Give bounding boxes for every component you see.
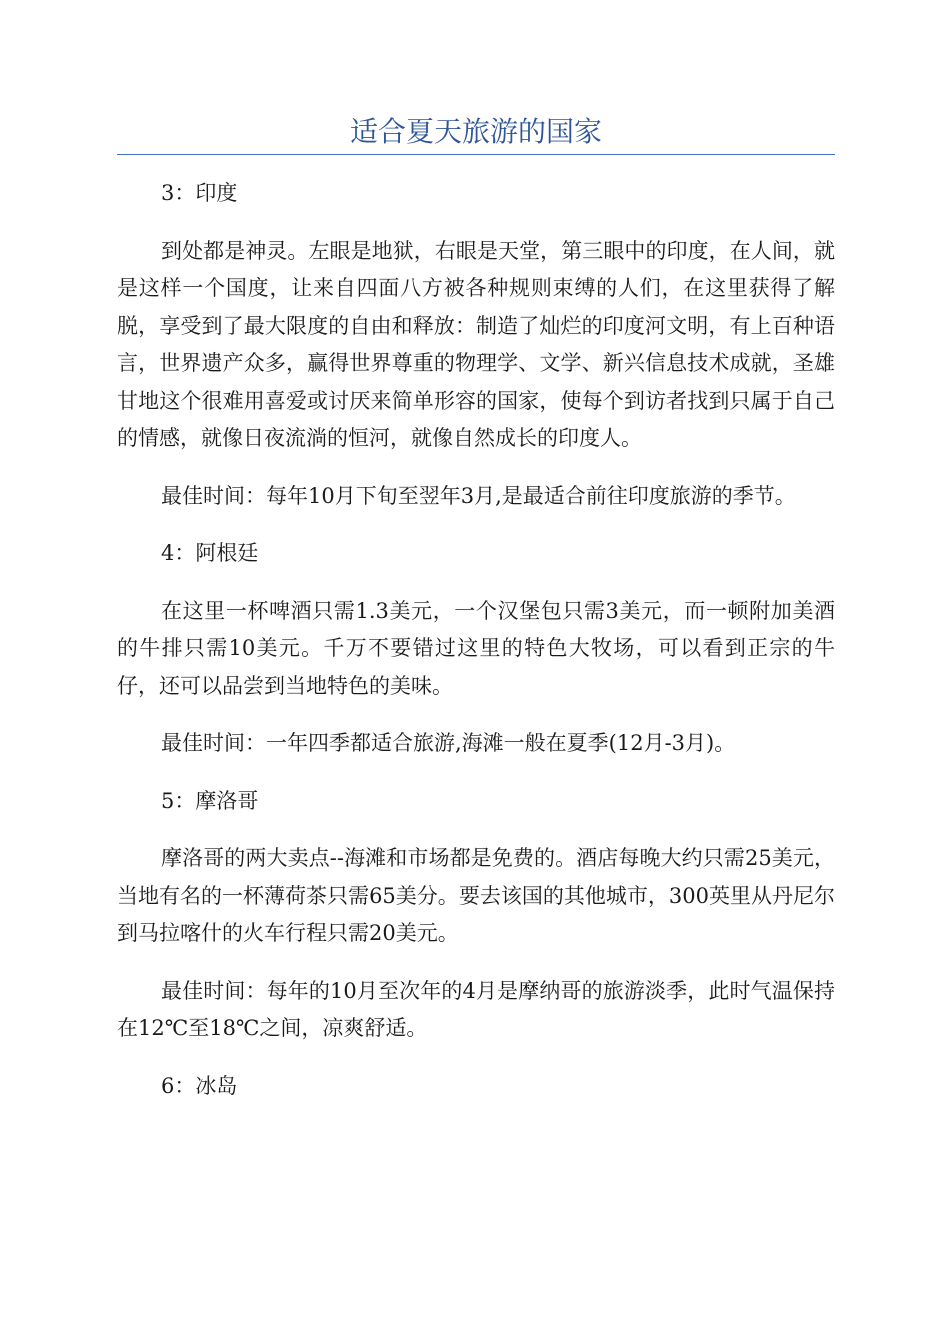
- paragraph-india-best-time: 最佳时间：每年10月下旬至翌年3月,是最适合前往印度旅游的季节。: [161, 483, 796, 508]
- title-underline: [117, 154, 835, 155]
- paragraph-india-description: 到处都是神灵。左眼是地狱，右眼是天堂，第三眼中的印度，在人间，就是这样一个国度，让来自四面八方被各种规则束缚的人们，在这里获得了解脱，享受到了最大限度的自由和释放：制造了灿烂的印度河文明，有上百种语言，世界遗产众多，赢得世界尊重的物理学、文学、新兴信息技术成就，圣雄甘地这个很难用喜爱或讨厌来简单形容的国家，使每个到访者找到只属于自己的情感，就像日夜流淌的恒河，就像自然成长的印度人。: [117, 238, 835, 450]
- section-heading-argentina: 4：阿根廷: [161, 541, 259, 565]
- paragraph-argentina-description: 在这里一杯啤酒只需1.3美元，一个汉堡包只需3美元，而一顿附加美酒的牛排只需10美元。千万不要错过这里的特色大牧场，可以看到正宗的牛仔，还可以品尝到当地特色的美味。: [117, 598, 835, 698]
- paragraph-argentina-best-time: 最佳时间：一年四季都适合旅游,海滩一般在夏季(12月-3月)。: [161, 731, 736, 755]
- section-heading-morocco: 5：摩洛哥: [161, 788, 259, 813]
- document-title: 适合夏天旅游的国家: [349, 115, 602, 148]
- section-heading-india: 3：印度: [161, 181, 238, 205]
- document-body: [117, 175, 835, 1125]
- paragraph-morocco-best-time: 最佳时间：每年的10月至次年的4月是摩纳哥的旅游淡季，此时气温保持在12℃至18℃之间，凉爽舒适。: [117, 978, 835, 1040]
- section-heading-iceland: 6：冰岛: [161, 1073, 238, 1098]
- paragraph-morocco-description: 摩洛哥的两大卖点--海滩和市场都是免费的。酒店每晚大约只需25美元，当地有名的一杯薄荷茶只需65美分。要去该国的其他城市，300英里从丹尼尔到马拉喀什的火车行程只需20美元。: [117, 846, 835, 945]
